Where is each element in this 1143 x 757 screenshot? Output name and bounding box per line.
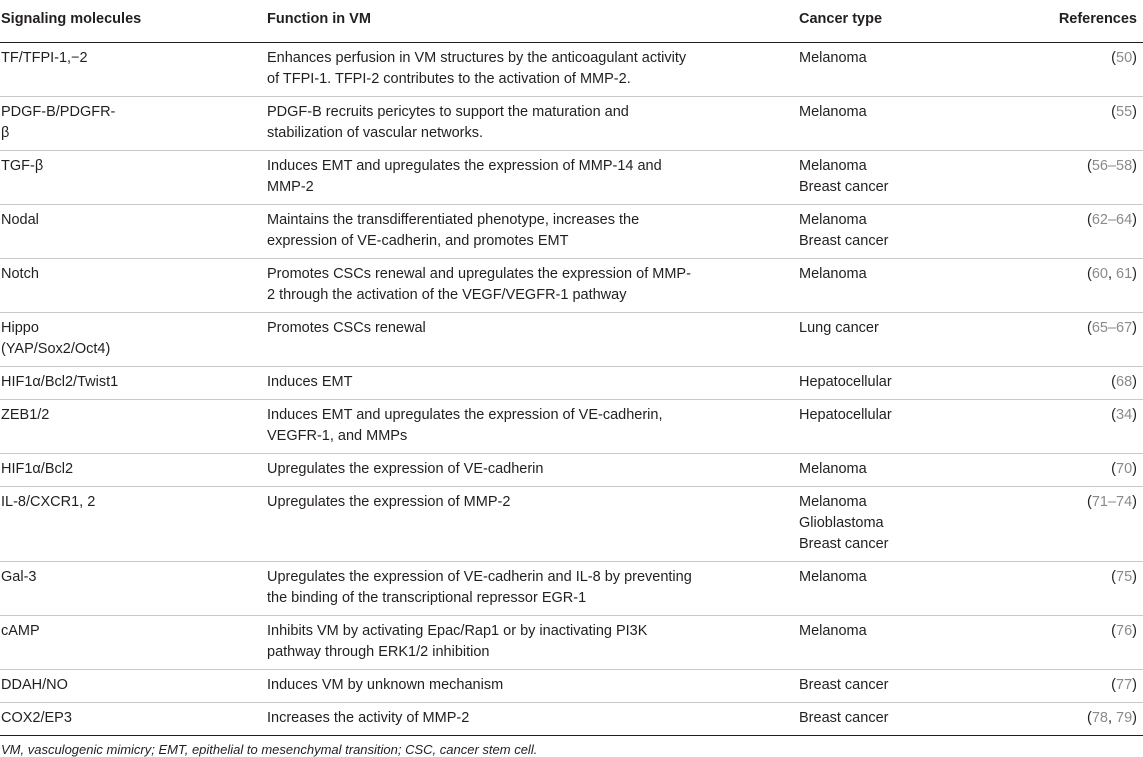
cell-function: Inhibits VM by activating Epac/Rap1 or by inactivating PI3K pathway through ERK1/2 inhibition: [267, 622, 648, 660]
cell-signaling-molecule: PDGF-B/PDGFR-β: [1, 103, 116, 141]
cancer-type-entry: Melanoma: [799, 493, 867, 510]
table-row: [0, 150, 1143, 204]
cell-function: Induces EMT: [267, 373, 353, 390]
cancer-type-entry: Melanoma: [799, 157, 867, 174]
reference-link[interactable]: 61: [1116, 265, 1133, 282]
cell-function: Promotes CSCs renewal: [267, 319, 426, 336]
cell-function: Enhances perfusion in VM structures by the anticoagulant activity of TFPI-1. TFPI-2 contributes to the activation of MMP-2.: [267, 49, 687, 87]
cell-signaling-molecule: Gal-3: [1, 568, 37, 585]
cell-signaling-molecule: IL-8/CXCR1, 2: [1, 493, 96, 510]
table-row: [0, 486, 1143, 561]
cell-signaling-molecule: Nodal: [1, 211, 39, 228]
cell-references: (71–74): [1086, 493, 1137, 510]
cancer-type-entry: Melanoma: [799, 211, 867, 228]
cell-function: Increases the activity of MMP-2: [267, 709, 470, 726]
cell-references: (76): [1111, 622, 1137, 639]
cell-references: (62–64): [1086, 211, 1137, 228]
reference-link[interactable]: 77: [1116, 676, 1133, 693]
cell-cancer-type: [798, 669, 1008, 702]
cell-cancer-type: [798, 399, 1008, 453]
cell-references: (78, 79): [1086, 709, 1137, 726]
reference-link[interactable]: 60: [1091, 265, 1108, 282]
reference-link[interactable]: 68: [1116, 373, 1133, 390]
cell-cancer-type: [798, 366, 1008, 399]
cell-signaling-molecule: HIF1α/Bcl2: [1, 460, 74, 477]
reference-link[interactable]: 70: [1116, 460, 1133, 477]
cell-function: PDGF-B recruits pericytes to support the maturation and stabilization of vascular networks.: [267, 103, 629, 141]
cell-cancer-type: [798, 204, 1008, 258]
header-cancer-type: Cancer type: [799, 11, 883, 27]
cell-function: Induces EMT and upregulates the expression of VE-cadherin, VEGFR-1, and MMPs: [267, 406, 663, 444]
table-row: [0, 312, 1143, 366]
cancer-type-entry: Lung cancer: [799, 319, 879, 336]
cell-function: Induces EMT and upregulates the expression of MMP-14 and MMP-2: [267, 157, 662, 195]
table-row: [0, 702, 1143, 735]
cell-signaling-molecule: cAMP: [1, 622, 40, 639]
cell-signaling-molecule: ZEB1/2: [1, 406, 50, 423]
table-row: [0, 42, 1143, 96]
cancer-type-entry: Breast cancer: [799, 676, 889, 693]
reference-link[interactable]: 71–74: [1091, 493, 1133, 510]
cell-cancer-type: [798, 150, 1008, 204]
table-row: [0, 453, 1143, 486]
reference-link[interactable]: 65–67: [1091, 319, 1133, 336]
reference-link[interactable]: 56–58: [1091, 157, 1133, 174]
cell-cancer-type: [798, 702, 1008, 735]
cell-function: Maintains the transdifferentiated phenotype, increases the expression of VE-cadherin, and promotes EMT: [267, 211, 640, 249]
reference-link[interactable]: 34: [1116, 406, 1133, 423]
cell-cancer-type: [798, 486, 1008, 561]
cell-cancer-type: [798, 42, 1008, 96]
header-signaling-molecules: Signaling molecules: [1, 11, 142, 27]
cancer-type-entry: Breast cancer: [799, 535, 889, 552]
cell-signaling-molecule: TGF-β: [1, 157, 44, 174]
table-row: [0, 204, 1143, 258]
cancer-type-entry: Breast cancer: [799, 232, 889, 249]
cell-references: (75): [1111, 568, 1137, 585]
reference-link[interactable]: 62–64: [1091, 211, 1133, 228]
reference-link[interactable]: 50: [1116, 49, 1133, 66]
cell-cancer-type: [798, 453, 1008, 486]
cell-function: Upregulates the expression of VE-cadherin and IL-8 by preventing the binding of the transcriptional repressor EGR-1: [267, 568, 692, 606]
table-row: [0, 366, 1143, 399]
reference-link[interactable]: 75: [1116, 568, 1133, 585]
cancer-type-entry: Melanoma: [799, 568, 867, 585]
cell-references: (50): [1111, 49, 1137, 66]
cell-signaling-molecule: Hippo (YAP/Sox2/Oct4): [1, 319, 111, 357]
cell-signaling-molecule: HIF1α/Bcl2/Twist1: [1, 373, 119, 390]
cell-references: (70): [1111, 460, 1137, 477]
cell-function: Promotes CSCs renewal and upregulates the expression of MMP-2 through the activation of the VEGF/VEGFR-1 pathway: [267, 265, 691, 303]
table-row: [0, 399, 1143, 453]
table-header-row: [0, 0, 1143, 42]
cancer-type-entry: Melanoma: [799, 460, 867, 477]
cell-function: Upregulates the expression of VE-cadherin: [267, 460, 544, 477]
cancer-type-entry: Melanoma: [799, 49, 867, 66]
header-function: Function in VM: [267, 11, 371, 27]
cancer-type-entry: Hepatocellular: [799, 373, 892, 390]
cancer-type-entry: Breast cancer: [799, 178, 889, 195]
cell-cancer-type: [798, 615, 1008, 669]
reference-link[interactable]: 55: [1116, 103, 1133, 120]
reference-link[interactable]: 78: [1091, 709, 1108, 726]
cancer-type-entry: Melanoma: [799, 622, 867, 639]
cell-cancer-type: [798, 312, 1008, 366]
table-row: [0, 615, 1143, 669]
cell-signaling-molecule: COX2/EP3: [1, 709, 72, 726]
cell-references: (68): [1111, 373, 1137, 390]
cell-references: (65–67): [1086, 319, 1137, 336]
table-row: [0, 258, 1143, 312]
cell-references: (77): [1111, 676, 1137, 693]
cell-cancer-type: [798, 258, 1008, 312]
cell-references: (60, 61): [1086, 265, 1137, 282]
cancer-type-entry: Glioblastoma: [799, 514, 884, 531]
cell-references: (56–58): [1086, 157, 1137, 174]
cell-function: Upregulates the expression of MMP-2: [267, 493, 511, 510]
table-body: [0, 42, 1143, 735]
cell-function: Induces VM by unknown mechanism: [267, 676, 504, 693]
table-row: [0, 669, 1143, 702]
header-references: References: [1058, 11, 1137, 27]
cancer-type-entry: Melanoma: [799, 103, 867, 120]
cell-signaling-molecule: TF/TFPI-1,−2: [1, 49, 88, 66]
table-footnote: VM, vasculogenic mimicry; EMT, epithelial to mesenchymal transition; CSC, cancer stem cell.: [1, 741, 538, 757]
cancer-type-entry: Breast cancer: [799, 709, 889, 726]
reference-link[interactable]: 76: [1116, 622, 1133, 639]
cell-signaling-molecule: DDAH/NO: [1, 676, 68, 693]
cell-signaling-molecule: Notch: [1, 265, 39, 282]
reference-link[interactable]: 79: [1116, 709, 1133, 726]
cancer-type-entry: Hepatocellular: [799, 406, 892, 423]
cell-cancer-type: [798, 96, 1008, 150]
cell-references: (34): [1111, 406, 1137, 423]
cell-references: (55): [1111, 103, 1137, 120]
table-row: [0, 561, 1143, 615]
table-row: [0, 96, 1143, 150]
cancer-type-entry: Melanoma: [799, 265, 867, 282]
cell-cancer-type: [798, 561, 1008, 615]
